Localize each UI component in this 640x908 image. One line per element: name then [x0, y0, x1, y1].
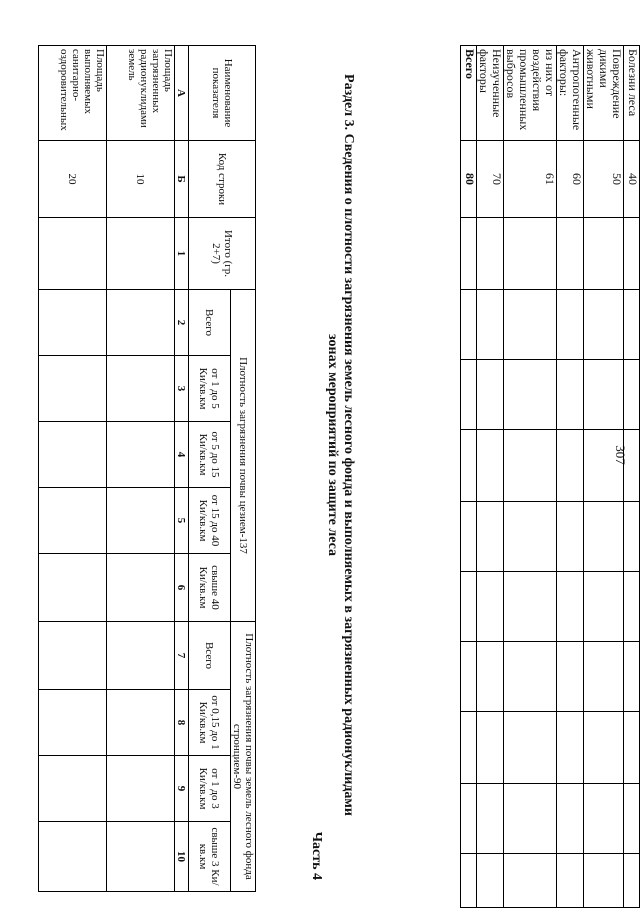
- value-cell: [477, 360, 504, 430]
- header-code: Код строки: [189, 141, 256, 218]
- value-cell: [624, 642, 640, 712]
- column-number: 9: [175, 756, 189, 822]
- value-cell: [504, 854, 557, 908]
- value-cell: [461, 430, 477, 502]
- value-cell: [107, 756, 175, 822]
- value-cell: [39, 622, 107, 690]
- value-cell: [584, 430, 624, 502]
- value-cell: [584, 784, 624, 854]
- header-cesium-total: Всего: [189, 290, 231, 356]
- value-cell: [477, 712, 504, 784]
- value-cell: [39, 356, 107, 422]
- row-code: 80: [461, 141, 477, 218]
- value-cell: [477, 784, 504, 854]
- value-cell: [584, 360, 624, 430]
- main-table-row: [39, 46, 107, 892]
- value-cell: [39, 554, 107, 622]
- value-cell: [461, 572, 477, 642]
- value-cell: [557, 360, 584, 430]
- row-name: Болезни леса: [624, 46, 640, 141]
- value-cell: [624, 572, 640, 642]
- row-code: 50: [584, 141, 624, 218]
- value-cell: [557, 572, 584, 642]
- column-number: А: [175, 46, 189, 141]
- value-cell: [107, 822, 175, 892]
- value-cell: [557, 712, 584, 784]
- row-name: Антропогенные факторы:: [557, 46, 584, 141]
- header-cesium-15-40: от 15 до 40 Ки/кв.км: [189, 488, 231, 554]
- value-cell: [584, 712, 624, 784]
- column-number: 1: [175, 218, 189, 290]
- value-cell: [461, 218, 477, 290]
- value-cell: [504, 218, 557, 290]
- value-cell: [39, 488, 107, 554]
- value-cell: [461, 712, 477, 784]
- value-cell: [557, 854, 584, 908]
- row-code: 70: [477, 141, 504, 218]
- value-cell: [504, 642, 557, 712]
- top-table-row: [477, 46, 504, 908]
- value-cell: [39, 218, 107, 290]
- value-cell: [39, 756, 107, 822]
- value-cell: [461, 784, 477, 854]
- header-cesium-group: Плотность загрязнения почвы цезием-137: [231, 290, 256, 622]
- value-cell: [477, 502, 504, 572]
- header-cesium-1-5: от 1 до 5 Ки/кв.км: [189, 356, 231, 422]
- value-cell: [584, 854, 624, 908]
- value-cell: [107, 488, 175, 554]
- row-code: 60: [557, 141, 584, 218]
- row-code: 40: [624, 141, 640, 218]
- top-table-row: [557, 46, 584, 908]
- row-name: Площадь выполняемых санитарно-оздоровительных: [39, 46, 107, 141]
- column-number: 4: [175, 422, 189, 488]
- value-cell: [107, 690, 175, 756]
- part-label: Часть 4: [309, 831, 324, 880]
- value-cell: [107, 422, 175, 488]
- value-cell: [584, 218, 624, 290]
- row-name: Всего: [461, 46, 477, 141]
- row-code: 61: [504, 141, 557, 218]
- value-cell: [39, 690, 107, 756]
- top-table-row: [461, 46, 477, 908]
- value-cell: [584, 572, 624, 642]
- column-number-row: [175, 46, 189, 892]
- value-cell: [557, 290, 584, 360]
- page-number: 307: [613, 445, 628, 465]
- value-cell: [504, 572, 557, 642]
- top-table: [460, 45, 640, 908]
- value-cell: [504, 712, 557, 784]
- value-cell: [477, 572, 504, 642]
- value-cell: [624, 502, 640, 572]
- row-code: 20: [39, 141, 107, 218]
- row-name: Неизученные факторы: [477, 46, 504, 141]
- column-number: 7: [175, 622, 189, 690]
- value-cell: [624, 430, 640, 502]
- value-cell: [39, 822, 107, 892]
- header-name: Наименование показателя: [189, 46, 256, 141]
- value-cell: [477, 218, 504, 290]
- value-cell: [504, 360, 557, 430]
- top-table-row: [504, 46, 557, 908]
- value-cell: [624, 290, 640, 360]
- header-cesium-over-40: свыше 40 Ки/кв.км: [189, 554, 231, 622]
- main-table: [38, 45, 256, 892]
- value-cell: [477, 290, 504, 360]
- value-cell: [557, 642, 584, 712]
- value-cell: [107, 356, 175, 422]
- value-cell: [461, 854, 477, 908]
- row-code: 10: [107, 141, 175, 218]
- value-cell: [557, 502, 584, 572]
- value-cell: [557, 784, 584, 854]
- value-cell: [107, 622, 175, 690]
- top-table-row: [624, 46, 640, 908]
- value-cell: [39, 290, 107, 356]
- value-cell: [504, 290, 557, 360]
- header-itogo: Итого (гр. 2+7): [189, 218, 256, 290]
- value-cell: [461, 502, 477, 572]
- column-number: 8: [175, 690, 189, 756]
- value-cell: [461, 642, 477, 712]
- value-cell: [107, 554, 175, 622]
- value-cell: [477, 430, 504, 502]
- value-cell: [504, 430, 557, 502]
- header-strontium-over-3: свыше 3 Ки/кв.км: [189, 822, 231, 892]
- header-strontium-total: Всего: [189, 622, 231, 690]
- value-cell: [504, 784, 557, 854]
- header-strontium-1-3: от 1 до 3 Ки/кв.км: [189, 756, 231, 822]
- column-number: 2: [175, 290, 189, 356]
- header-strontium-group: Плотность загрязнения почвы земель лесного фонда стронцием-90: [231, 622, 256, 892]
- value-cell: [504, 502, 557, 572]
- value-cell: [557, 430, 584, 502]
- main-table-row: [107, 46, 175, 892]
- value-cell: [107, 218, 175, 290]
- value-cell: [624, 360, 640, 430]
- value-cell: [584, 290, 624, 360]
- header-strontium-015-1: от 0,15 до 1 Ки/кв.км: [189, 690, 231, 756]
- value-cell: [624, 784, 640, 854]
- value-cell: [461, 290, 477, 360]
- value-cell: [477, 854, 504, 908]
- value-cell: [584, 642, 624, 712]
- value-cell: [557, 218, 584, 290]
- top-table-row: [584, 46, 624, 908]
- row-name: из них от воздействия промышленных выбросов: [504, 46, 557, 141]
- column-number: 10: [175, 822, 189, 892]
- value-cell: [107, 290, 175, 356]
- value-cell: [39, 422, 107, 488]
- column-number: 3: [175, 356, 189, 422]
- value-cell: [461, 360, 477, 430]
- value-cell: [624, 854, 640, 908]
- value-cell: [624, 218, 640, 290]
- section-title: Раздел 3. Сведения о плотности загрязнения земель лесного фонда и выполняемых в загрязненных радионуклидами зонах мероприятий по защите леса: [325, 74, 356, 816]
- value-cell: [624, 712, 640, 784]
- value-cell: [477, 642, 504, 712]
- header-cesium-5-15: от 5 до 15 Ки/кв.км: [189, 422, 231, 488]
- column-number: 6: [175, 554, 189, 622]
- value-cell: [584, 502, 624, 572]
- row-name: Повреждение дикими животными: [584, 46, 624, 141]
- column-number: Б: [175, 141, 189, 218]
- row-name: Площадь загрязненных радионуклидами земель: [107, 46, 175, 141]
- column-number: 5: [175, 488, 189, 554]
